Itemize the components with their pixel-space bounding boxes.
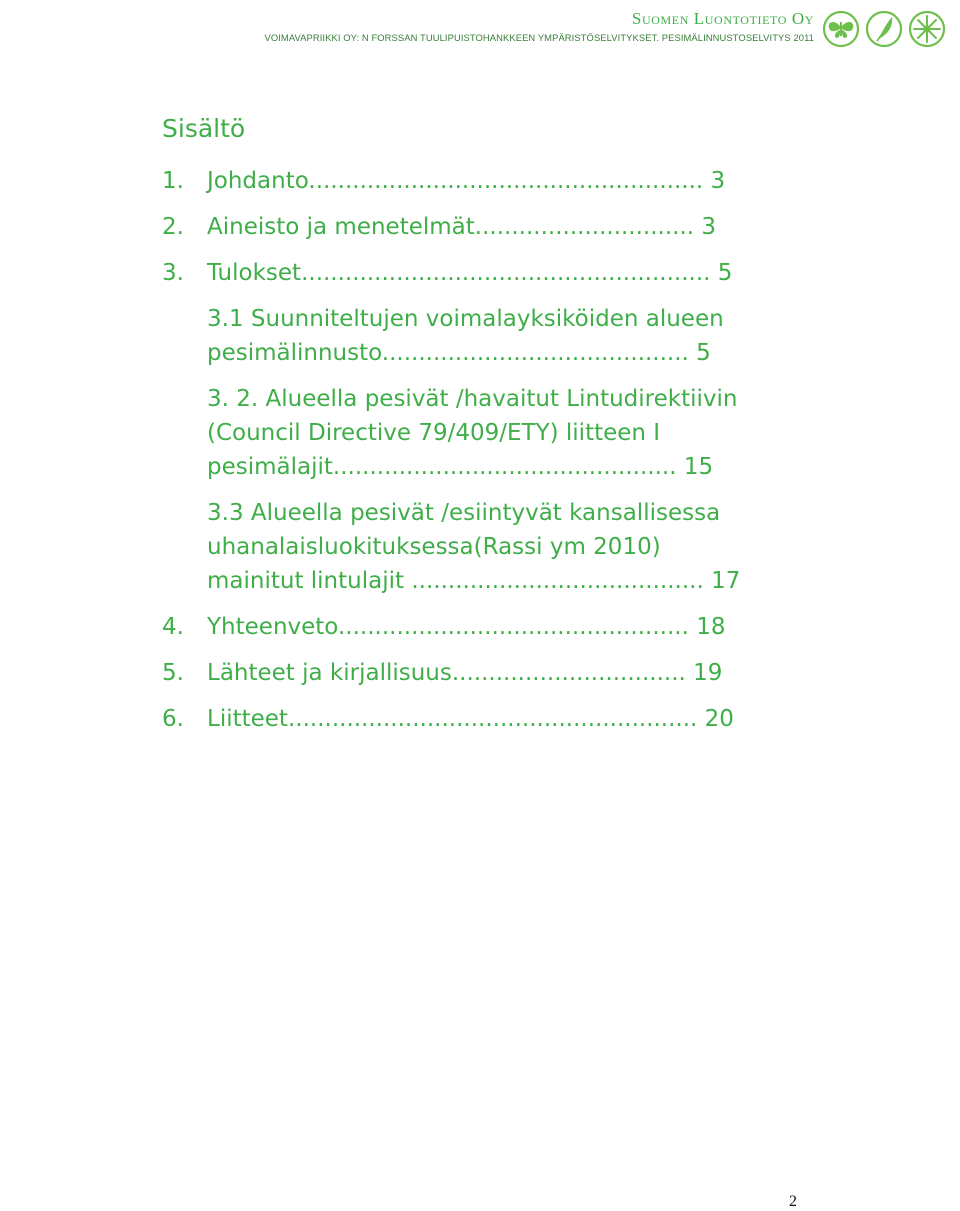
toc-entry-3-2[interactable] bbox=[162, 382, 802, 484]
toc-entry-line: Tulokset........................................................ 5 bbox=[207, 260, 733, 286]
toc-entry-number: 3. bbox=[162, 260, 184, 286]
toc-entry-yhteenveto[interactable] bbox=[162, 610, 802, 644]
toc-entry-aineisto[interactable] bbox=[162, 210, 802, 244]
toc-entry-liitteet[interactable] bbox=[162, 702, 802, 736]
toc-entry-number: 2. bbox=[162, 214, 184, 240]
toc-entry-line: 3. 2. Alueella pesivät /havaitut Lintudirektiivin bbox=[207, 386, 738, 412]
toc-entry-line: Lähteet ja kirjallisuus................................ 19 bbox=[207, 660, 723, 686]
toc-entry-johdanto[interactable] bbox=[162, 164, 802, 198]
toc-entry-line: 3.3 Alueella pesivät /esiintyvät kansallisessa bbox=[207, 500, 721, 526]
toc-entry-number: 5. bbox=[162, 660, 184, 686]
table-of-contents bbox=[162, 112, 802, 748]
toc-entry-number: 4. bbox=[162, 614, 184, 640]
butterfly-icon bbox=[824, 12, 858, 46]
toc-entry-line: 3.1 Suunniteltujen voimalayksiköiden alueen bbox=[207, 306, 724, 332]
feather-icon bbox=[867, 12, 901, 46]
toc-entry-line: uhanalaisluokituksessa(Rassi ym 2010) bbox=[207, 534, 661, 560]
toc-entry-tulokset[interactable] bbox=[162, 256, 802, 290]
toc-entry-line: Aineisto ja menetelmät.............................. 3 bbox=[207, 214, 717, 240]
company-name: Suomen Luontotieto Oy bbox=[631, 9, 814, 28]
toc-entry-line: Liitteet........................................................ 20 bbox=[207, 706, 734, 732]
toc-entry-number: 6. bbox=[162, 706, 184, 732]
toc-entry-line: (Council Directive 79/409/ETY) liitteen I bbox=[207, 420, 661, 446]
toc-entry-3-3[interactable] bbox=[162, 496, 802, 598]
logo-icons bbox=[822, 10, 946, 48]
toc-entry-line: Johdanto...................................................... 3 bbox=[207, 168, 726, 194]
report-subtitle: VOIMAVAPRIIKKI OY: N FORSSAN TUULIPUISTOHANKKEEN YMPÄRISTÖSELVITYKSET. PESIMÄLINNUSTOSELVITYS 2011 bbox=[264, 32, 814, 43]
page-number: 2 bbox=[789, 1193, 797, 1210]
toc-heading: Sisältö bbox=[162, 114, 246, 143]
plant-icon bbox=[910, 12, 944, 46]
page-header bbox=[0, 0, 960, 50]
toc-entry-number: 1. bbox=[162, 168, 184, 194]
toc-entry-line: mainitut lintulajit ........................................ 17 bbox=[207, 568, 741, 594]
toc-entry-line: Yhteenveto................................................ 18 bbox=[207, 614, 726, 640]
toc-entry-lahteet[interactable] bbox=[162, 656, 802, 690]
toc-entry-line: pesimälajit............................................... 15 bbox=[207, 454, 714, 480]
toc-entry-3-1[interactable] bbox=[162, 302, 802, 370]
toc-entry-line: pesimälinnusto.......................................... 5 bbox=[207, 340, 711, 366]
